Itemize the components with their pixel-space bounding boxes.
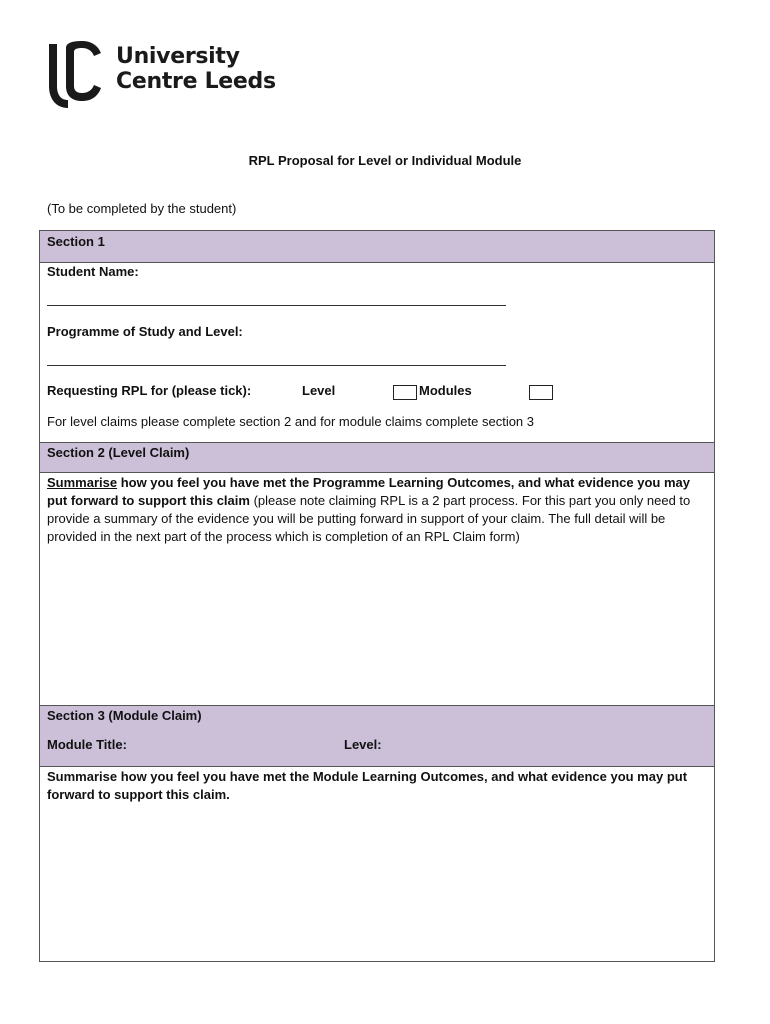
summarise-underlined: Summarise	[47, 475, 118, 490]
section-1-body	[40, 262, 714, 442]
section-2-prompt-note: (please note claiming RPL is a 2 part process. For this part you only need to provide a summary of the evidence you will be putting forward in support of your claim. The full detail will be provided in the next part of the process which is completion of an RPL Claim form)	[47, 493, 691, 544]
requesting-rpl-label: Requesting RPL for (please tick):	[47, 383, 252, 398]
option-level-label: Level	[302, 383, 336, 398]
ucl-logo-mark-icon	[44, 40, 106, 112]
rpl-form	[39, 230, 715, 962]
module-level-label: Level:	[344, 737, 382, 752]
student-name-label: Student Name:	[47, 264, 139, 279]
section-3-prompt: Summarise how you feel you have met the Module Learning Outcomes, and what evidence you may put forward to support this claim.	[47, 769, 688, 802]
section-2-prompt-bold: how you feel you have met the Programme Learning Outcomes, and what evidence you may put forward to support this claim	[47, 475, 690, 508]
option-modules-label: Modules	[419, 383, 472, 398]
logo-line-2: Centre Leeds	[116, 69, 276, 94]
section-1-heading: Section 1	[47, 234, 105, 249]
document-title: RPL Proposal for Level or Individual Module	[248, 153, 522, 168]
student-name-field[interactable]	[47, 305, 506, 306]
logo-line-1: University	[116, 44, 240, 69]
section-3-heading: Section 3 (Module Claim)	[47, 708, 202, 723]
level-checkbox[interactable]	[393, 385, 417, 400]
university-logo	[44, 40, 276, 112]
section-3-body[interactable]	[40, 766, 714, 961]
modules-checkbox[interactable]	[529, 385, 553, 400]
intro-note: (To be completed by the student)	[47, 201, 237, 216]
section-3-header	[40, 705, 714, 766]
section-2-heading: Section 2 (Level Claim)	[47, 445, 190, 460]
section-1-header	[40, 231, 714, 262]
section-2-header	[40, 442, 714, 472]
section-2-prompt	[47, 474, 709, 546]
section-instructions: For level claims please complete section 2 and for module claims complete section 3	[47, 414, 535, 429]
logo-wordmark	[116, 44, 276, 94]
section-2-body[interactable]	[40, 472, 714, 705]
programme-field[interactable]	[47, 365, 506, 366]
programme-label: Programme of Study and Level:	[47, 324, 243, 339]
module-title-label: Module Title:	[47, 737, 127, 752]
